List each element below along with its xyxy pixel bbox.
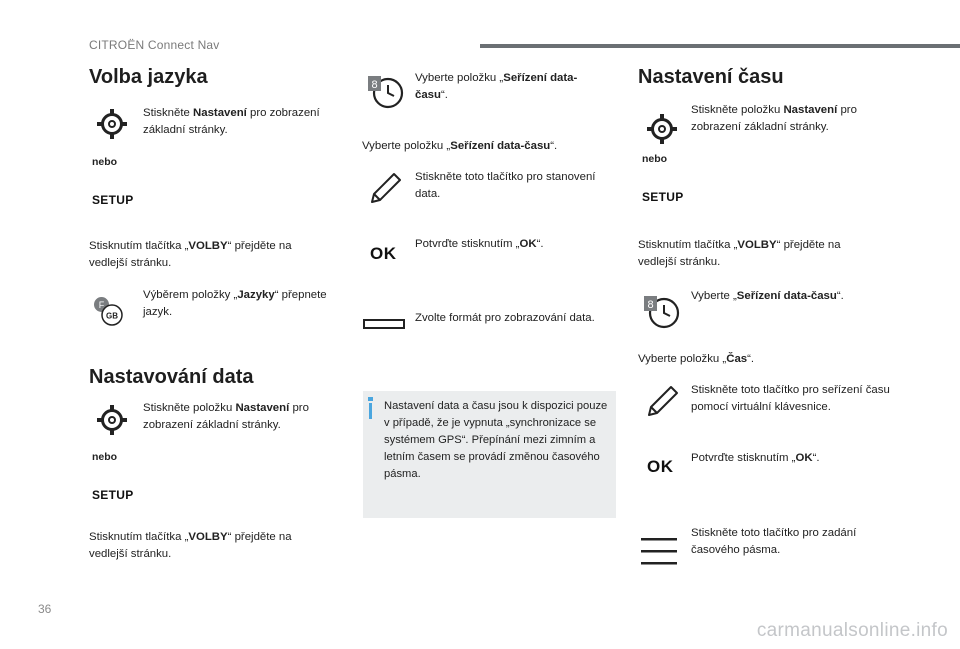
time-step7: Stiskněte toto tlačítko pro zadání časového pásma.	[691, 527, 857, 556]
watermark: carmanualsonline.info	[756, 620, 948, 641]
header-bar	[480, 44, 960, 48]
language-flag-icon	[93, 296, 125, 326]
date-step5: Stiskněte toto tlačítko pro stanovení data.	[415, 171, 596, 200]
lang-step3: Výběrem položky „Jazyky“ přepnete jazyk.	[143, 289, 327, 318]
ok-button-label: OK	[647, 457, 674, 476]
or-label: nebo	[642, 153, 668, 165]
gear-icon	[645, 112, 679, 146]
lang-step2: Stisknutím tlačítka „VOLBY“ přejděte na vedlejší stránku.	[89, 240, 292, 269]
section-title-language: Volba jazyka	[89, 66, 208, 88]
timezone-list-icon	[641, 537, 677, 567]
time-step6: Potvrďte stisknutím „OK“.	[691, 452, 820, 464]
time-step2: Stisknutím tlačítka „VOLBY“ přejděte na vedlejší stránku.	[638, 239, 841, 268]
time-step3: Vyberte „Seřízení data-času“.	[691, 290, 844, 302]
setup-button-label: SETUP	[92, 193, 134, 207]
info-icon	[369, 403, 372, 419]
clock-badge-number: 8	[647, 299, 654, 311]
time-step4: Vyberte položku „Čas“.	[638, 353, 755, 365]
date-step7: Zvolte formát pro zobrazování data.	[415, 312, 595, 324]
flag-letters-gb: GB	[106, 311, 118, 321]
date-step3: Vyberte položku „Seřízení data-času“.	[415, 72, 578, 101]
lang-step1: Stiskněte Nastavení pro zobrazení základní stránky.	[143, 107, 320, 136]
info-icon-dot	[368, 397, 373, 401]
date-step6: Potvrďte stisknutím „OK“.	[415, 238, 544, 250]
setup-button-label: SETUP	[642, 190, 684, 204]
flag-letter-f: F	[98, 300, 105, 310]
section-title-time: Nastavení času	[638, 66, 784, 88]
or-label: nebo	[92, 156, 118, 168]
date-step2: Stisknutím tlačítka „VOLBY“ přejděte na vedlejší stránku.	[89, 531, 292, 560]
date-format-icon	[363, 319, 405, 329]
or-label: nebo	[92, 451, 118, 463]
clock-icon	[366, 74, 406, 110]
date-step4: Vyberte položku „Seřízení data-času“.	[362, 140, 558, 152]
header-title: CITROËN Connect Nav	[89, 38, 220, 52]
gear-icon	[95, 403, 129, 437]
time-step1: Stiskněte položku Nastavení pro zobrazení základní stránky.	[691, 104, 857, 133]
clock-icon	[642, 294, 682, 330]
date-step1: Stiskněte položku Nastavení pro zobrazení základní stránky.	[143, 402, 309, 431]
info-note-text: Nastavení data a času jsou k dispozici pouze v případě, že je vypnuta „synchronizace se systémem GPS“. Přepínání mezi zimním a letním časem se provádí změnou časového pásma.	[384, 400, 608, 480]
clock-badge-number: 8	[371, 79, 378, 91]
ok-button-label: OK	[370, 244, 397, 263]
pencil-icon	[645, 385, 679, 419]
pencil-icon	[368, 172, 402, 206]
page-number: 36	[38, 602, 52, 616]
setup-button-label: SETUP	[92, 488, 134, 502]
time-step5: Stiskněte toto tlačítko pro seřízení času pomocí virtuální klávesnice.	[691, 384, 890, 413]
section-title-date: Nastavování data	[89, 366, 254, 388]
gear-icon	[95, 107, 129, 141]
